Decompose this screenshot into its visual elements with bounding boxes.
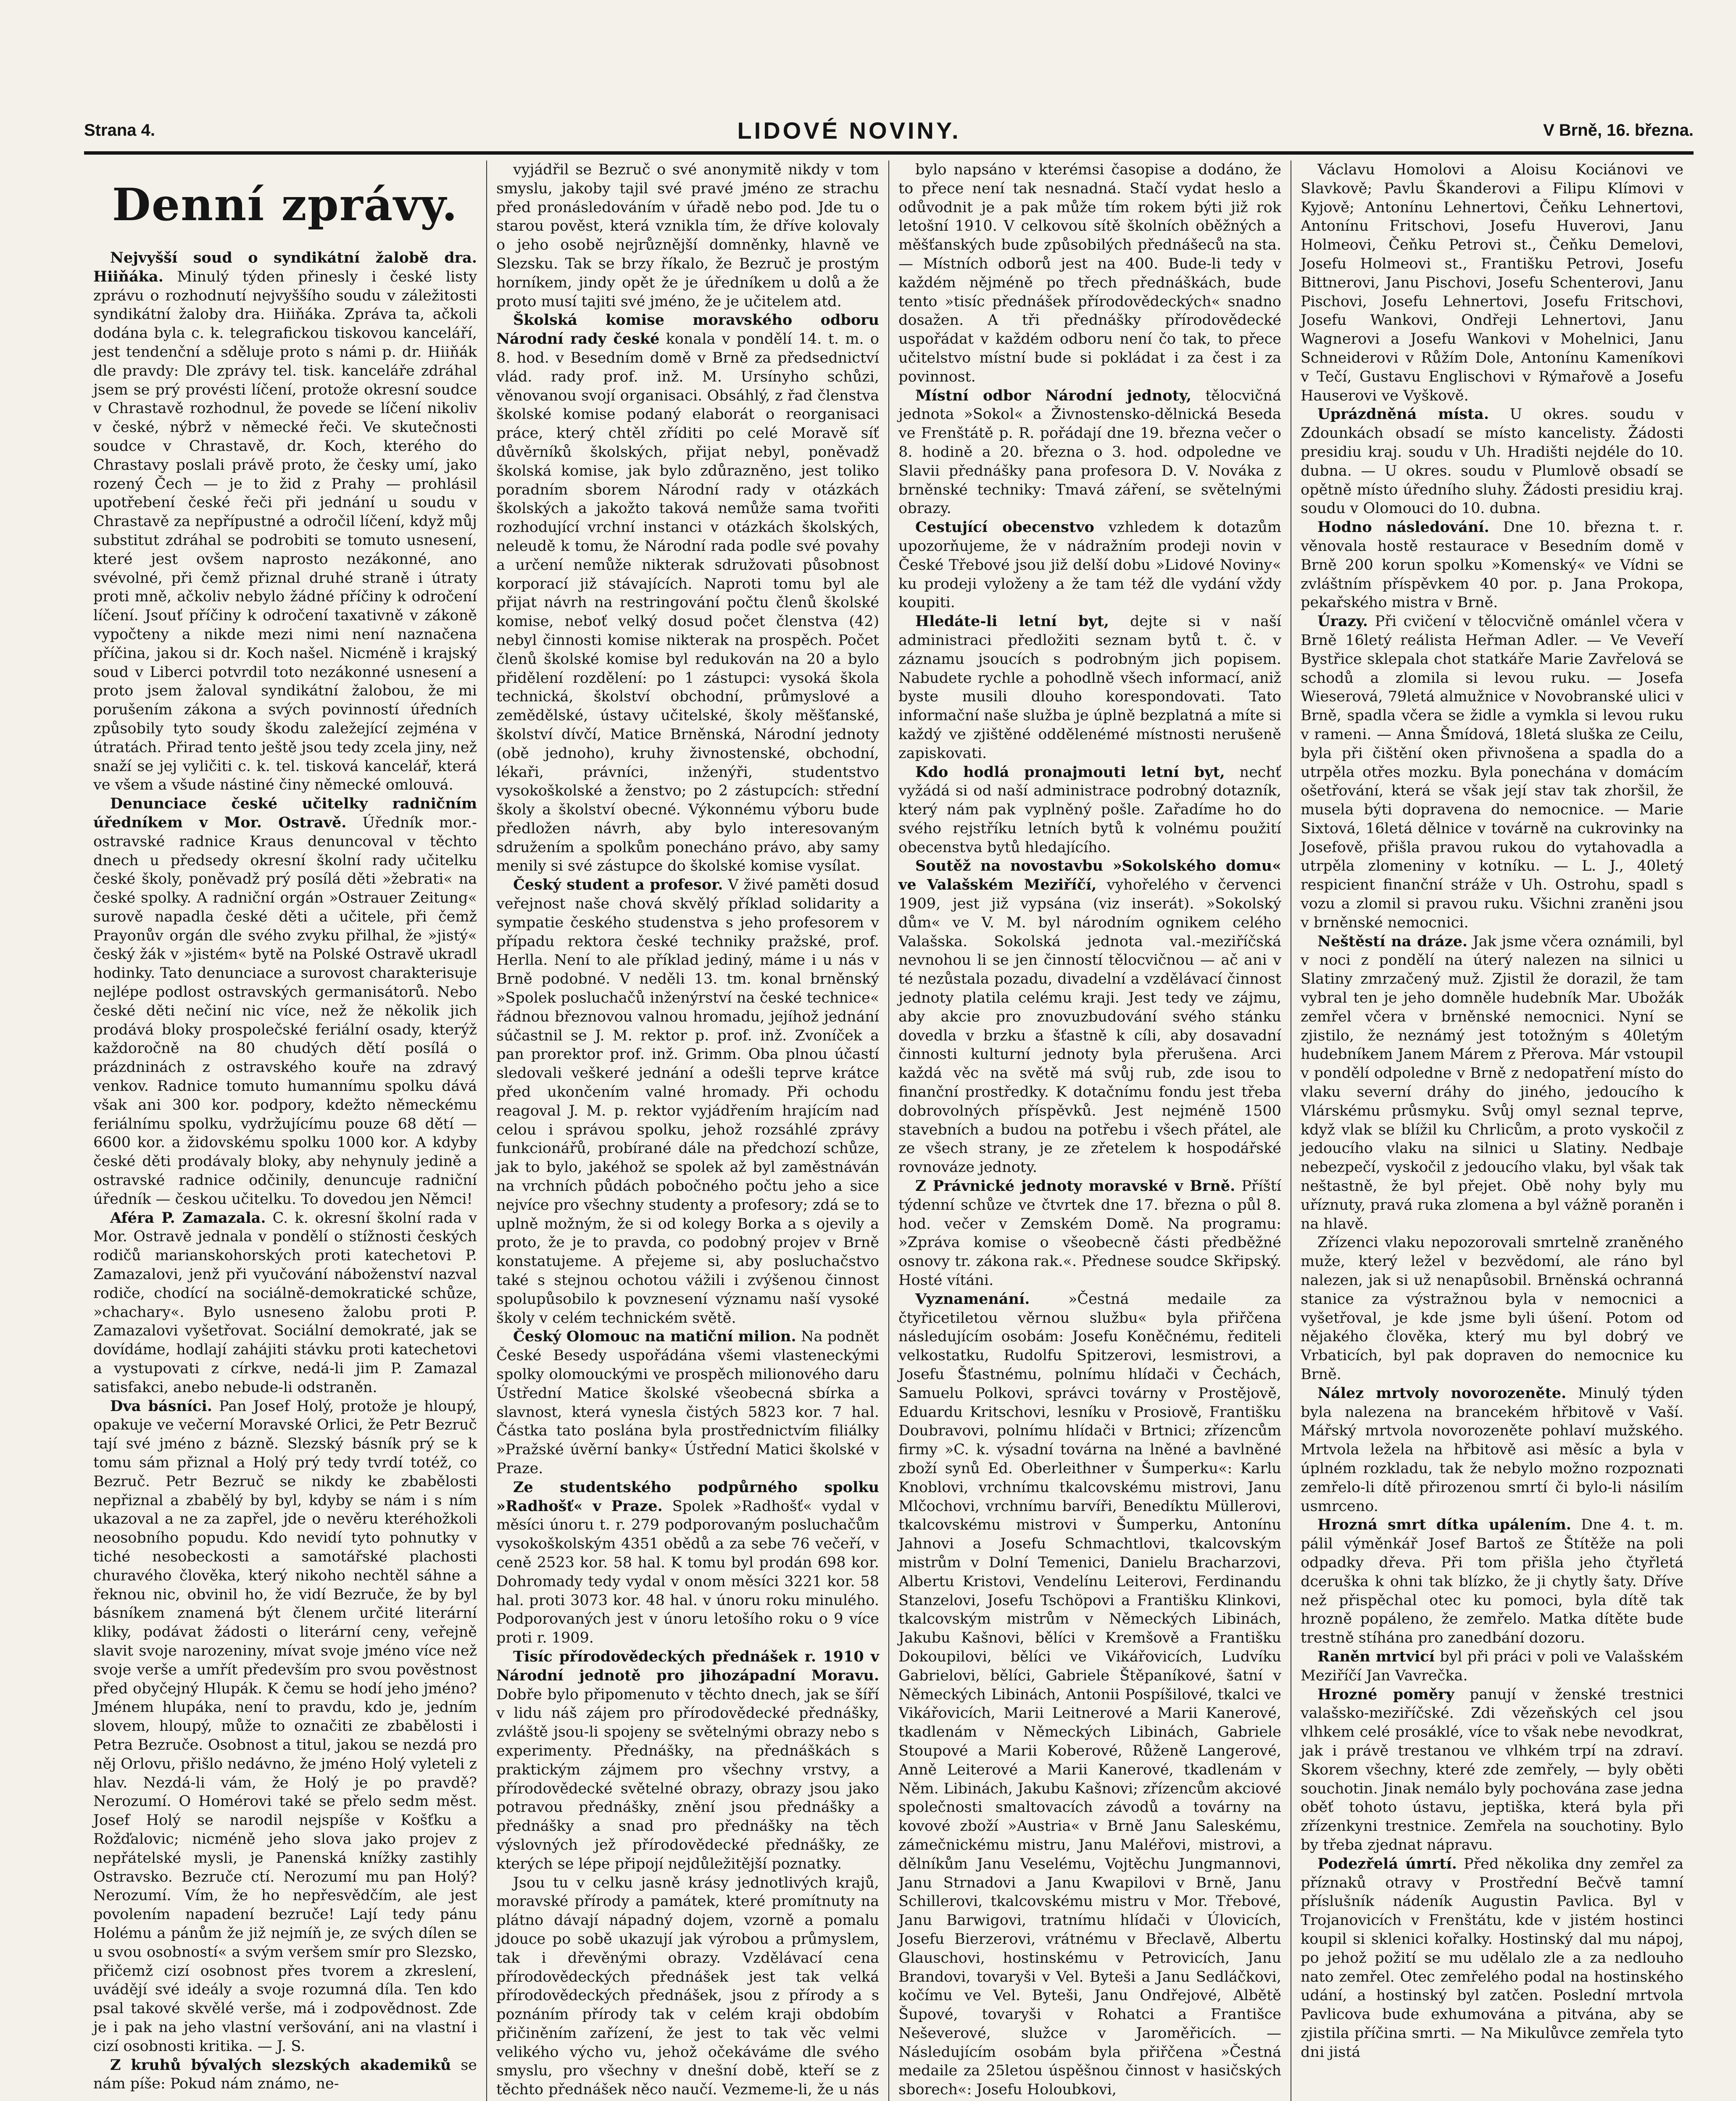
article-heading: Místní odbor Národní jednoty, bbox=[915, 387, 1192, 404]
article-paragraph bbox=[1301, 405, 1683, 518]
article-paragraph bbox=[496, 311, 879, 876]
article-heading: Hodno následování. bbox=[1317, 519, 1489, 536]
article-paragraph bbox=[1301, 1384, 1683, 1516]
article-text: Jak jsme včera oznámili, byl v noci z pondělí na úterý nalezen na silnici u Slatiny zmrzačený muž. Zjistil že dorazil, že tam vybral ten je jeho domněle hudebník Mar. Ubožák zemřel včera v brněnské nemocnici. Nyní se zjistilo, že neznámý jest totožným s 40letým hudebníkem Janem Márem z Přerova. Már vstoupil v pondělí odpoledne v Brně z nedopatření místo do vlaku severní dráhy do jiného, jedoucího k Vlárskému průsmyku. Svůj omyl seznal teprve, když vlak se blížil ku Chrlicům, a proto vyskočil z jedoucího vlaku na silnici u Slatiny. Nedbaje nebezpečí, vyskočil z jedoucího vlaku, byl však tak neštastně, že byl přejet. Obě nohy byly mu uříznuty, pravá ruka zlomena a byl vážně poraněn i na hlavě. bbox=[1301, 933, 1683, 1232]
article-paragraph bbox=[898, 161, 1281, 387]
article-paragraph bbox=[496, 1874, 879, 2101]
article-paragraph bbox=[1301, 1855, 1683, 2062]
article-paragraph bbox=[1301, 1685, 1683, 1855]
article-paragraph bbox=[1301, 518, 1683, 612]
article-paragraph bbox=[496, 1648, 879, 1874]
article-text: Zřízenci vlaku nepozorovali smrtelně zraněného muže, který ležel v bezvědomí, ale ráno byl nalezen, jak si už nenapůsobil. Brněnská ochranná stanice za výstražnou byla v nemocnici a vyšetřoval, je kde jsme byli úšení. Potom od nějakého člověka, který mu byl dobrý ve Vrbaticích, byl pak dopraven do nemocnice ku Brně. bbox=[1301, 1234, 1683, 1383]
article-text: Před několika dny zemřel za příznaků otravy v Prostřední Bečvě tamní příslušník nádeník Augustin Pavlica. Byl v Trojanovicích v Frenštátu, kde v jistém hostinci koupil si sklenici kořalky. Hostinský dal mu nápoj, po jehož požití se mu udělalo zle a za nedlouho nato zemřel. Otec zemřelého podal na hostinského udání, a hostinský byl zatčen. Poslední mrtvola Pavlicova bude exhumována a pitvána, aby se zjistila příčina smrti. — Na Mikulůvce zemřela tyto dni jistá bbox=[1301, 1855, 1683, 2061]
article-heading: Uprázdněná místa. bbox=[1317, 405, 1489, 423]
article-text: vyhořelého v červenci 1909, jest již vypsána (viz inserát). »Sokolský dům« ve V. M. byl národním ognikem celého Valašska. Sokolská jednota val.-meziříčská nevnohou li se jen činností tělocvičnou — ač ani v té nezůstala pozadu, divadelní a vzdělávací činnost jednoty platila celému kraji. Jest tedy ve zájmu, aby akcie pro znovuzbudování svého stánku dovedla v brzku a šťastně k cíli, aby dosavadní činnosti kulturní jednoty byla přerušena. Arci každá věc na světě má svůj rub, zde isou to finanční prostředky. K dotačnímu fondu jest třeba dobrovolných příspěvků. Jest nejméně 1500 stavebních a budou na potřebu i všech přátel, ale ze všech strany, je ze zřetelem k hospodářské rovnováze jednoty. bbox=[898, 877, 1281, 1176]
article-text: »Čestná medaile za čtyřicetiletou věrnou službu« byla přiřčena následujícím osobám: Josefu Koněčnému, řediteli velkostatku, Rudolfu Spitzerovi, lesmistrovi, a Josefu Šťastnému, polnímu hlídači v Čechách, Samuelu Polkovi, správci továrny v Prostějově, Eduardu Kritschovi, lesníku v Prosiově, Františku Doubravovi, polnímu hlídači v Brtnici; zřízencům firmy »C. k. výsadní továrna na lněné a bavlněné zboží synů Ed. Oberleithner v Šumperku«: Karlu Knoblovi, vrchnímu tkalcovskému mistrovi, Janu Mlčochovi, vrchnímu barvíři, Benedíktu Müllerovi, tkalcovskému mistrovi v Šumperku, Antonínu Jahnovi a Josefu Schmachtlovi, tkalcovským mistrům v Dolní Temenici, Danielu Bracharzovi, Albertu Kristovi, Vendelínu Leiterovi, Ferdinandu Stanzelovi, Josefu Tschöpovi a Františku Klinkovi, tkalcovským mistrům v Německých Libinách, Jakubu Kašnovi, bělíci v Kremšově a Františku Dokoupilovi, bělíci ve Vikářovicích, Ludvíku Gabrielovi, bělíci, Gabriele Štěpaníkové, šatní v Německých Libinách, Antonii Pospíšilové, tkalci ve Vikářovicích, Marii Leitnerové a Marii Kanerové, tkadlenám v Německých Libinách, Gabriele Stoupové a Marii Koberové, Růženě Langerové, Anně Leiterové a Marii Kanerové, tkadlenám v Něm. Libinách, Jakubu Kašnovi; zřízencům akciové společnosti smaltovacích závodů a továrny na kovové zboží »Austria« v Brně Janu Saleskému, zámečnickému mistru, Janu Maléřovi, mistrovi, a dělníkům Janu Veselému, Vojtěchu Jungmannovi, Janu Strnadovi a Janu Kwapilovi v Brně, Janu Schillerovi, tkalcovskému mistru v Mor. Třebové, Janu Barwigovi, tratnímu hlídači v Úlovicích, Josefu Bierzerovi, vrátnému v Břeclavě, Albertu Glauschovi, hostinskému v Petrovicích, Janu Brandovi, tovaryši v Vel. Byteši a Janu Sedláčkovi, kočímu ve Vel. Byteši, Janu Ondřejové, Albětě Šupové, tovaryši v Rohatci a Františce Neševerové, služce v Jaroměřicích. — Následujícím osobám byla přiřčena »Čestná medaile za 25letou úspěšnou činnost v hasičských sborech«: Josefu Holoubkovi, bbox=[898, 1290, 1281, 2098]
article-heading: Denunciace české učitelky radničním úředníkem v Mor. Ostravě. bbox=[93, 795, 477, 831]
article-paragraph bbox=[898, 612, 1281, 763]
article-paragraph bbox=[496, 1327, 879, 1478]
article-paragraph bbox=[93, 249, 477, 795]
article-text: Dne 4. t. m. pálil výměnkář Josef Bartoš ze Štítěže na poli odpadky dřeva. Při tom přišla jeho čtyřletá dceruška k ohni tak blízko, že ji chytly šaty. Dříve než přispěchal otec ku pomoci, byla dítě tak hrozně popáleno, že zemřelo. Matka dítěte bude trestně stíhána pro zanedbání dozoru. bbox=[1301, 1517, 1683, 1647]
article-heading: Cestující obecenstvo bbox=[915, 519, 1094, 536]
article-heading: Úrazy. bbox=[1317, 613, 1368, 630]
article-paragraph bbox=[898, 387, 1281, 519]
page-header bbox=[84, 113, 1694, 147]
article-heading: Podezřelá úmrtí. bbox=[1317, 1855, 1457, 1872]
article-heading: Soutěž na novostavbu »Sokolského domu« ve Valašském Meziříčí, bbox=[898, 857, 1281, 894]
masthead-title: LIDOVÉ NOVINY. bbox=[737, 117, 961, 144]
columns-container bbox=[84, 161, 1694, 2101]
article-text: byl při práci v poli ve Valašském Meziříčí Jan Vavrečka. bbox=[1301, 1648, 1683, 1684]
column-4 bbox=[1291, 161, 1693, 2101]
column-2 bbox=[486, 161, 888, 2101]
article-text: Dobře bylo připomenuto v těchto dnech, jak se šíří v lidu náš zájem pro přírodovědecké přednášky, zvláště jsou-li spojeny se světelnými obrazy nebo s experimenty. Přednášky, na přednáškách s praktickým zájmem pro všechny vrstvy, a přírodovědecké světelné obrazy, obrazy jsou jako potravou přednášky, znění jsou přednášky a přednášky a snad pro přednášky na těch výslovných jež přírodovědecké přednášky, ze kterých se lépe připojí nejdůležitější poznatky. bbox=[496, 1686, 879, 1872]
article-heading: Neštěstí na dráze. bbox=[1317, 932, 1468, 950]
article-heading: Nález mrtvoly novorozeněte. bbox=[1317, 1384, 1567, 1402]
article-heading: Raněn mrtvicí bbox=[1317, 1648, 1435, 1665]
article-heading: Tisíc přírodovědeckých přednášek r. 1910 v Národní jednotě pro jihozápadní Moravu. bbox=[496, 1648, 879, 1684]
article-paragraph bbox=[1301, 1516, 1683, 1648]
page-number: Strana 4. bbox=[84, 121, 155, 140]
newspaper-page bbox=[84, 113, 1694, 2101]
column-3 bbox=[888, 161, 1291, 2101]
article-heading: Hrozná smrt dítka upálením. bbox=[1317, 1516, 1571, 1534]
column-1 bbox=[84, 161, 486, 2101]
article-paragraph bbox=[93, 1397, 477, 2056]
article-text: dejte si v naší administraci předložiti seznam bytů t. č. v záznamu jsoucích s podrobným jich popisem. Nabudete rychle a pohodlně všech informací, aniž byste musili dlouho korespondovati. Tato informační naše služba je úplně bezplatná a míte si každý ve zjištěné oddělenémé místnosti nerušeně zapiskovati. bbox=[898, 613, 1281, 762]
article-heading: Nejvyšší soud o syndikátní žalobě dra. Hiiňáka. bbox=[93, 249, 477, 285]
article-text: Václavu Homolovi a Aloisu Kociánovi ve Slavkově; Pavlu Škanderovi a Filipu Klímovi v Kyjově; Antonínu Lehnertovi, Čeňku Lehnertovi, Antonínu Fritschovi, Josefu Huverovi, Janu Holmeovi, Čeňku Petrovi st., Čeňku Demelovi, Josefu Holmeovi st., Františku Petrovi, Josefu Bittnerovi, Janu Pischovi, Josefu Schenterovi, Janu Pischovi, Josefu Lehnertovi, Josefu Fritschovi, Josefu Wankovi, Ondřeji Lehnertovi, Janu Wagnerovi a Josefu Wankovi v Mohelnici, Janu Schneiderovi v Růžím Dole, Antonínu Kameníkovi v Tečí, Gustavu Englischovi v Rýmařově a Josefu Hauserovi ve Vyškově. bbox=[1301, 161, 1683, 404]
article-paragraph bbox=[1301, 1648, 1683, 1685]
article-heading: Z Právnické jednoty moravské v Brně. bbox=[915, 1177, 1235, 1195]
article-text: Příští týdenní schůze ve čtvrtek dne 17. března o půl 8. hod. večer v Zemském Domě. Na programu: »Zpráva komise o všeobecně části předběžné osnovy tr. zákona rak.«. Přednese soudce Skřipský. Hosté vítáni. bbox=[898, 1178, 1281, 1289]
article-paragraph bbox=[898, 857, 1281, 1177]
article-text: konala v pondělí 14. t. m. o 8. hod. v Besedním domě v Brně za předsednictví vlád. rady prof. inž. M. Ursínyho schůzi, věnovanou svojí organisaci. Obsáhlý, z řad členstva školské komise podaný elaborát o reorganisaci práce, který chtěl zříditi po celé Moravě síť důvěrníků školských, přijat nebyl, poněvadž školská komise, jak bylo zdůrazněno, jest toliko poradním sborem Národní rady v otázkách školských a jakožto taková nemůže sama tvořiti rozhodující vrchní instanci v otázkách školských, neleudě k tomu, že Národní rada podle své povahy a určení nemůže nikterak sdružovati působnost korporací již stávajících. Naproti tomu byl ale přijat návrh na restringování počtu členů školské komise, neboť velký dosud počet členstva (42) nebyl činnosti komise nikterak na prospěch. Počet členů školské komise byl redukován na 20 a bylo přidělení rozdělení: po 1 zástupci: vysoká škola technická, školství obchodní, průmyslové a zemědělské, ústavy učitelské, školy měšťanské, školství dívčí, Matice Brněnská, Národní jednoty (obě jednoho), kruhy živnostenské, obchodní, lékaři, právníci, inženýři, studentstvo vysokoškolské a ženstvo; po 2 zástupcích: střední školy a školství obecné. Výkonnému výboru bude předložen návrh, aby bylo interesovaným sdružením a spolkům ponecháno právo, aby samy menily si své zástupce do školské komise vysílat. bbox=[496, 331, 879, 875]
article-paragraph bbox=[898, 763, 1281, 857]
article-text: Pan Josef Holý, protože je hloupý, opakuje ve večerní Moravské Orlici, že Petr Bezruč tají své jméno z bázně. Slezský básník prý se k tomu sám přiznal a Holý prý tedy tvrdí totéž, co Bezruč. Petr Bezruč se nikdy ke zbabělosti nepřiznal a zbabělý by byl, kdyby se nám i s ním ukazoval a ne za zapřel, jde o nevěru kteréhožkoli neosobního popudu. Kdo nevidí tyto pohnutky v tiché nesobeckosti a samotářské plachosti churavého člověka, který nikoho nechtěl sáhne a řeknou nic, obvinil ho, že vidí Bezruče, že by byl básníkem znamená být členem určité literární kliky, podávat žádosti o literární ceny, veřejně slavit svoje narozeniny, mívat svoje jméno více než svoje verše a umřít především pro svou pověstnost před obyčejný Hlupák. K čemu se hodí jeho jméno? Jménem hlupáka, není to pravdu, kdo je, jedním slovem, hloupý, může to označiti ze zbabělosti i Petra Bezruče. Osobnost a titul, jakou se nezdá pro něj Orlovu, přišlo nedávno, že jméno Holý vyleteli z hlav. Nezdá-li vám, že Holý je po pravdě? Nerozumí. O Homérovi také se přelo sedm měst. Josef Holý se narodil nejspíše v Košťku a Rožďalovic; nicméně jeho slova jako projev z nepřátelské mysli, je Panenská knížky zastihly Ostravsko. Bezruče ctí. Nerozumí mu pan Holý? Nerozumí. Vím, že ho nepřesvědčím, ale jest povolením napadení bezruče! Lají tedy pánu Holému a pánům že již nejmíň je, ze svých dílen se u svou osobností« a svým veršem smír pro Slezsko, přičemž cizí osobnost přes tvorem a zkreslení, uvádějí své ideály a svoje rozumná díla. Ten kdo psal takové skvělé verše, má i zodpovědnost. Zde je i pak na jeho vlastní veršování, ani na vlastní i cizí osobnosti kritika. — J. S. bbox=[93, 1398, 477, 2055]
article-heading: Z kruhů bývalých slezských akademiků bbox=[110, 2056, 451, 2074]
article-heading: Školská komise moravského odboru Národní rady české bbox=[496, 311, 879, 348]
article-paragraph bbox=[1301, 1233, 1683, 1384]
dateline: V Brně, 16. března. bbox=[1543, 121, 1694, 140]
header-rule bbox=[84, 151, 1694, 155]
article-heading: Hrozné poměry bbox=[1317, 1685, 1454, 1703]
article-text: vzhledem k dotazům upozorňujeme, že v nádražním prodeji novin v České Třebové jsou již delší dobu »Lidové Noviny« ku prodeji vyloženy a že tam též dle vydání vždy koupiti. bbox=[898, 519, 1281, 611]
article-text: Dne 10. března t. r. věnovala hostě restaurace v Besedním domě v Brně 200 korun spolku »Komenský« ve Vídni se zvláštním příspěvkem 40 por. p. Jana Prokopa, pekařského mistra v Brně. bbox=[1301, 519, 1683, 611]
article-paragraph bbox=[93, 2056, 477, 2094]
article-text: Minulý týden byla nalezena na brancekém hřbitově v Vaší. Mářský mrtvola novorozeněte pohlaví mužského. Mrtvola ležela na hřbitově asi měsíc a byla v úplném rozkladu, tak že nebylo možno rozpoznati zemřelo-li dítě přirozenou smrtí či bylo-li násilím usmrceno. bbox=[1301, 1385, 1683, 1515]
article-heading: Ze studentského podpůrného spolku »Radhošť« v Praze. bbox=[496, 1478, 879, 1515]
article-heading: Český student a profesor. bbox=[513, 876, 723, 894]
article-paragraph bbox=[496, 1478, 879, 1648]
article-heading: Dva básníci. bbox=[110, 1397, 212, 1415]
article-text: bylo napsáno v kterémsi časopise a dodáno, že to přece není tak nesnadná. Stačí vydat heslo a odůvodnit je a pak může tím rokem býti již rok letošní 1910. V celkovou sítě školních oběžných a měšťanských bude způsobilých přednášeců na sta. — Místních odborů jest na 400. Bude-li tedy v každém nějméně po třech přednáškách, bude tento »tisíc přednášek přírodovědeckých« snadno dosažen. A tři přednášky přírodovědecké uspořádat v každém odboru není čo tak, to přece učitelstvo místní bude si pokládat i za čest i za povinnost. bbox=[898, 161, 1281, 385]
article-text: U okres. soudu v Zdounkách obsadí se místo kancelisty. Žádosti presidiu kraj. soudu v Uh. Hradišti nejdéle do 10. dubna. — U okres. soudu v Plumlově obsadí se opětně místo úředního sluhy. Žádosti presidiu kraj. soudu v Olomouci do 10. dubna. bbox=[1301, 406, 1683, 517]
article-paragraph bbox=[898, 1177, 1281, 1290]
section-title: Denní zprávy. bbox=[112, 178, 458, 231]
article-heading: Kdo hodlá pronajmouti letní byt, bbox=[915, 763, 1225, 781]
article-paragraph bbox=[93, 1209, 477, 1397]
article-text: Jsou tu v celku jasně krásy jednotlivých krajů, moravské přírody a památek, které promítnuty na plátno dávají nápadný dojem, vzorně a pomalu jdouce po sobě ukazují jak výrobou a průmyslem, tak i dřevěnými obrazy. Vzdělávací cena přírodovědeckých přednášek jest tak velká přírodovědeckých přednášek, jsou z přírody a s poznáním přírody tak v celém kraji obdobím přičiněním zařízení, že jest to tak věc velmi velikého výcho vu, jehož očekáváme dle svého smyslu, pro všechny v dnešní době, kteří se z těchto přednášek něco naučí. Vezmeme-li, že u nás bbox=[496, 1874, 879, 2098]
article-text: tělocvičná jednota »Sokol« a Živnostensko-dělnická Beseda ve Frenštátě p. R. pořádají dne 19. března večer o 8. hodině a 20. března o 3. hod. odpoledne ve Slavii přednášky pana profesora D. V. Nováka z brněnské techniky: Tmavá záření, se světelnými obrazy. bbox=[898, 387, 1281, 517]
article-paragraph bbox=[1301, 161, 1683, 405]
article-paragraph bbox=[496, 161, 879, 311]
article-text: vyjádřil se Bezruč o své anonymitě nikdy v tom smyslu, jakoby tajil své pravé jméno ze strachu před pronásledováním v úřadě nebo pod. Jde tu o starou pověst, která vznikla tím, že dříve kolovaly o jeho osobě nejrůznější domněnky, hlavně ve Slezsku. Tak se brzy říkalo, že Bezruč je prostým horníkem, jindy opět že je úředníkem u dolů a že proto musí tajiti své jméno, že je učitelem atd. bbox=[496, 161, 879, 310]
article-text: C. k. okresní školní rada v Mor. Ostravě jednala v pondělí o stížnosti českých rodičů marianskohorských proti katechetovi P. Zamazalovi, jenž při vyučování náboženství nazval rodiče, chodící na sociálně-demokratické schůze, »chachary«. Bylo usneseno žalobu proti P. Zamazalovi vyšetřovat. Sociální demokraté, jak se dovídáme, hodlají zahájiti stávku proti katechetovi a vystupovati z církve, nedá-li jim P. Zamazal satisfakci, anebo nebude-li odstraněn. bbox=[93, 1209, 477, 1396]
article-text: Úředník mor.-ostravské radnice Kraus denuncoval v těchto dnech u předsedy okresní školní rady učitelku české školy, poněvadž prý posílá děti »žebrati« na české spolky. A radniční orgán »Ostrauer Zeitung« surově napadla české děti a učitele, při čemž Prayonův orgán dle svého zvyku přilhal, že »jistý« český žák v »jistém« bytě na Polské Ostravě ukradl hodinky. Tato denunciace a surovost charakterisuje nejlépe podlost ostravských germanisátorů. Nebo české děti nečiní nic více, než že několik jich prodává bloky prospolečské feriální osady, kterýž každoročně na 80 chudých dětí posílá o prázdninách z ostravského kouře na zdravý venkov. Radnice tomuto humannímu spolku dává však ani 300 kor. podpory, kdežto německému feriálnímu spolku, vydržujícímu pouze 68 dětí — 6600 kor. a židovskému spolku 1000 kor. A kdyby české děti prodávaly bloky, aby nehynuly jedině a ostravské radnice odčinily, denuncuje radniční úředník — českou učitelku. To dovedou jen Němci! bbox=[93, 814, 477, 1208]
article-text: V živé paměti dosud veřejnost naše chová skvělý příklad solidarity a sympatie českého studenstva s jeho profesorem v případu rektora české techniky pražské, prof. Herlla. Není to ale příklad jediný, máme i u nás v Brně podobné. V neděli 13. tm. konal brněnský »Spolek posluchačů inženýrství na české technice« řádnou březnovou valnou hromadu, jejíhož jednání súčastnil se J. M. rektor p. prof. inž. Zvoníček a pan prorektor prof. inž. Grimm. Oba plnou účastí sledovali veškeré jednání a odešli teprve krátce před ukončením valné hromady. Při ochodu reagoval J. M. p. rektor vyjádřením hrajícím nad celou i správou spolku, jehož rozsáhlé zprávy funkcionářů, probírané dále na předchozí schůze, jak to bylo, jakéhož se spolek až byl zaměstnáván na vrchních půdách pobočného počtu jeho a sice nejvíce pro všechny studenty a profesory; zdá se to uplně možným, že si od kolegy Borka a s ojevily a proto, že je to pravda, co podobný projev v Brně konstatujeme. A přejeme si, aby posluchačstvo také s stejnou ochotou vážili i zvýšenou činnost spolupůsobilo k povznesení významu naší vysoké školy v celém technickém světě. bbox=[496, 877, 879, 1327]
article-heading: Aféra P. Zamazala. bbox=[110, 1209, 266, 1227]
article-paragraph bbox=[898, 518, 1281, 612]
article-paragraph bbox=[1301, 612, 1683, 932]
article-text: se nám píše: Pokud nám známo, ne- bbox=[93, 2056, 477, 2093]
article-paragraph bbox=[898, 1290, 1281, 2099]
article-text: nechť vyžádá si od naší administrace podrobný dotazník, který nám pak vyplněný pošle. Zařadíme ho do svého rejstříku letních bytů k volnému použití obecenstva bytů hledajícího. bbox=[898, 764, 1281, 856]
article-paragraph bbox=[1301, 932, 1683, 1234]
article-text: panují v ženské trestnici valašsko-meziříčské. Zdi vězeňských cel jsou vlhkem celé prosáklé, více to však nebe nevodkrat, jak i právě trestanou ve vlhkém trpí na zdraví. Skorem všechny, které zde zemřely, — byly oběti souchotin. Jinak nemálo byly pochována zase jedna oběť tohoto ústavu, jeptiška, která byla při zřízenkyni trestnice. Zemřela na souchotiny. Bylo by třeba zjednat nápravu. bbox=[1301, 1686, 1683, 1854]
article-text: Spolek »Radhošť« vydal v měsíci únoru t. r. 279 podporovaným posluchačům vysokoškolským 4351 obědů a za sebe 76 večeří, v ceně 2523 kor. 58 hal. K tomu byl prodán 698 kor. Dohromady tedy vydal v onom měsíci 3221 kor. 58 hal. proti 3073 kor. 48 hal. v únoru roku minulého. Podporovaných jest v únoru letošího roku o 9 více proti r. 1909. bbox=[496, 1498, 879, 1647]
article-text: Minulý týden přinesly i české listy zprávu o rozhodnutí nejvyššího soudu v záležitosti syndikátní žaloby dra. Hiiňáka. Zpráva ta, ačkoli dodána byla c. k. telegrafickou tiskovou kanceláří, jest tendenční a sděluje proto s námi p. dr. Hiiňák dle pravdy: Dle zprávy tel. tisk. kanceláře zdráhal jsem se prý provésti líčení, protože okresní soudce v Chrastavě rozhodnul, že povede se líčení nikoliv v české, nýbrž v německé řeči. Ve skutečnosti soudce v Chrastavě, dr. Koch, kterého do Chrastavy poslali právě proto, že česky umí, jako rozený Čech — je to žid z Prahy — prohlásil upotřebení české řeči při jednání u soudu v Chrastavě za nepřípustné a odročil líčení, když můj substitut zdráhal se podrobiti se tomuto usnesení, které jest ovšem naprosto nezákonné, ano svévolné, při čemž přiznal druhé straně i útraty proti mně, ačkoliv nebylo žádné příčiny k odročení líčení. Jsouť příčiny k odročení taxativně v zákoně vypočteny a nikde mezi nimi není naznačena příčina, jakou si dr. Koch našel. Nicméně i krajský soud v Liberci potvrdil toto nezákonné usnesení a proto jsem žaloval syndikátní žalobou, že mi porušením zákona a svých povinností úředních způsobily tyto soudy škodu zaležející zejména v útratách. Přirad tento ještě jsou tedy zcela jiny, než snaží se jej vyličiti c. k. tel. tisková kancelář, která ve všem a všude nástiné činy německé omlouvá. bbox=[93, 268, 477, 794]
article-paragraph bbox=[496, 876, 879, 1327]
article-text: Na podnět České Besedy uspořádána všemi vlasteneckými spolky olomouckými ve prospěch milionového daru Ústřední Matice školské všeobecná sbírka a slavnost, která vynesla čistých 5823 kor. 7 hal. Částka tato poslána byla prostřednictvím filiálky »Pražské úvěrní banky« Ústřední Matici školské v Praze. bbox=[496, 1328, 879, 1477]
article-text: Při cvičení v tělocvičně ománlel včera v Brně 16letý reálista Heřman Adler. — Ve Veveří Bystřice sklepala chot statkáře Marie Zavřelová se schodů a zlomila si levou ruku. — Josefa Wieserová, 79letá almužnice v Novobranské ulici v Brně, spadla včera se židle a vymkla si levou ruku v rameni. — Anna Šmídová, 18letá sluška ze Ceilu, byla při čištění oken přivnošena a spadla do a utrpěla otřes mozku. Byla ponechána v domácím ošetřování, která se však její stav tak zhoršil, že musela býti dopravena do nemocnice. — Marie Sixtová, 16letá dělnice v továrně na cukrovinky na Josefově, přišla pravou rukou do vytahovadla a utrpěla zlomeniny v kotníku. — L. J., 40letý respicient finanční stráže v Uh. Ostrohu, spadl s vozu a zlomil si pravou ruku. Všichni zraněni jsou v brněnské nemocnici. bbox=[1301, 613, 1683, 931]
article-paragraph bbox=[93, 795, 477, 1209]
article-heading: Český Olomouc na matiční milion. bbox=[513, 1328, 796, 1345]
article-heading: Vyznamenání. bbox=[915, 1290, 1030, 1308]
article-heading: Hledáte-li letní byt, bbox=[915, 613, 1109, 630]
